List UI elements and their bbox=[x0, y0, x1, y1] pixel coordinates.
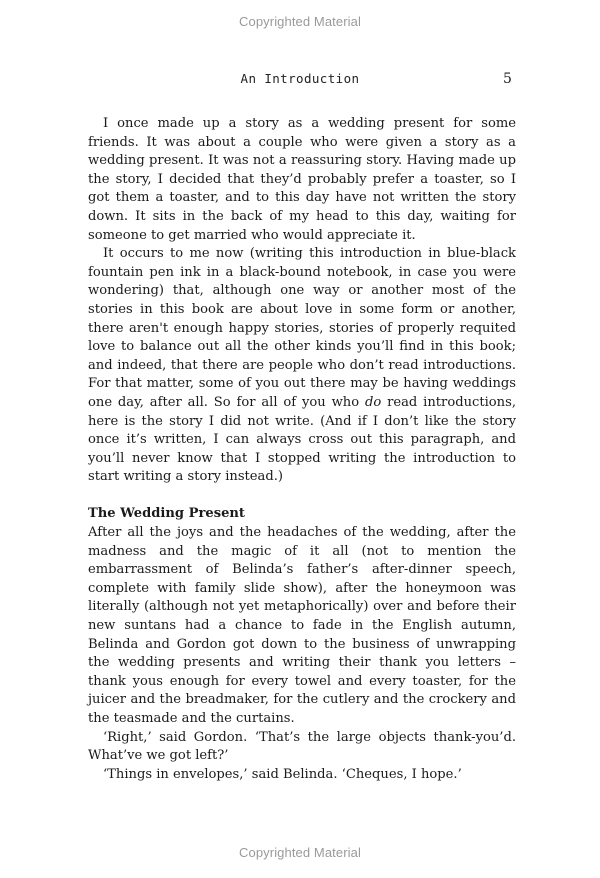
story-paragraph-3: ‘Things in envelopes,’ said Belinda. ‘Cheques, I hope.’ bbox=[103, 766, 462, 782]
running-head bbox=[0, 71, 600, 89]
story-paragraph-1: After all the joys and the headaches of the wedding, after the madness and the magic of it all (not to mention the embarrassment of Belinda’s father’s after-dinner speech, complete with family slide show), after the honeymoon was literally (although not yet metaphorically) over and before their new suntans had a chance to fade in the English autumn, Belinda and Gordon got down to the business of unwrapping the wedding presents and writing their thank you letters – thank yous enough for every towel and every toaster, for the juicer and the breadmaker, for the cutlery and the crockery and the teasmade and the curtains. bbox=[88, 525, 516, 726]
story-heading: The Wedding Present bbox=[88, 506, 245, 522]
copyright-watermark-bottom: Copyrighted Material bbox=[239, 845, 361, 860]
intro-paragraph-2 bbox=[88, 245, 516, 487]
intro-paragraph-2-emphasis: do bbox=[364, 394, 382, 410]
intro-paragraph-2-part-1: It occurs to me now (writing this introduction in blue-black fountain pen ink in a black-bound notebook, in case you were wondering) that, although one way or another most of the stories in this book are about love in some form or another, there aren't enough happy stories, stories of properly requited love to balance out all the other kinds you’ll find in this book; and indeed, that there are people who don’t read introductions. For that matter, some of you out there may be having weddings one day, after all. So for all of you who bbox=[88, 246, 516, 410]
running-head-title: An Introduction bbox=[240, 71, 360, 86]
page-body bbox=[88, 115, 516, 784]
copyright-watermark-top: Copyrighted Material bbox=[239, 14, 361, 29]
intro-paragraph-2-part-2: read introductions, here is the story I did not write. (And if I don’t like the story once it’s written, I can always cross out this paragraph, and you’ll never know that I stopped writing the introduction to start writing a story instead.) bbox=[88, 394, 516, 485]
page-number: 5 bbox=[503, 71, 512, 87]
intro-paragraph-1: I once made up a story as a wedding present for some friends. It was about a couple who were given a story as a wedding present. It was not a reassuring story. Having made up the story, I decided that they’d probably prefer a toaster, so I got them a toaster, and to this day have not written the story down. It sits in the back of my head to this day, waiting for someone to get married who would appreciate it. bbox=[88, 116, 516, 243]
section-gap bbox=[88, 487, 516, 506]
story-paragraph-2: ‘Right,’ said Gordon. ‘That’s the large objects thank-you’d. What’ve we got left?’ bbox=[88, 729, 516, 764]
